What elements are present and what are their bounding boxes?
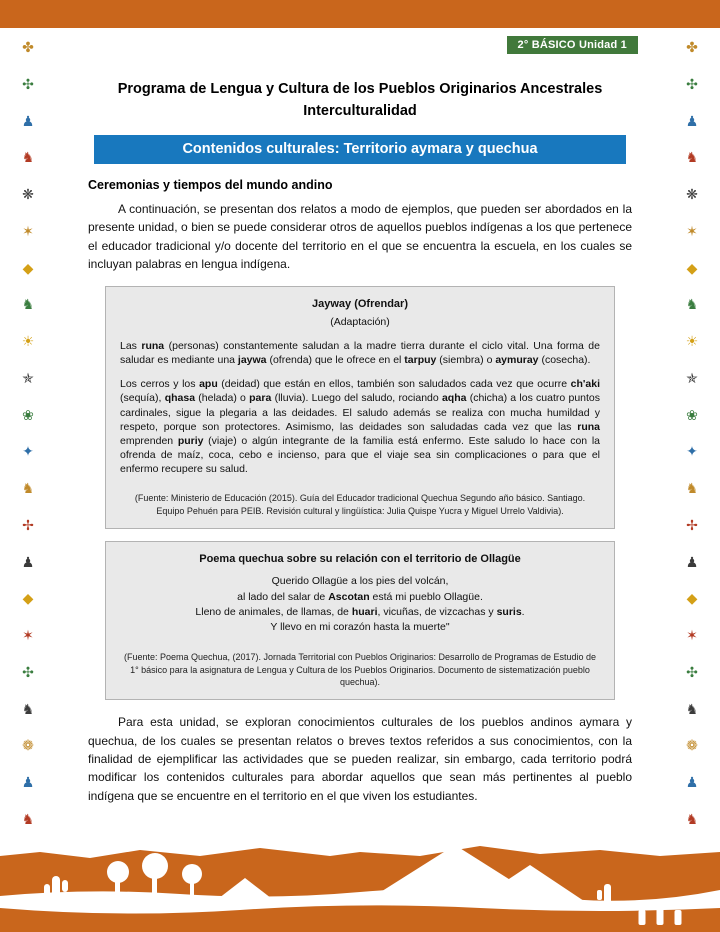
source-citation: (Fuente: Poema Quechua, (2017). Jornada Territorial con Pueblos Originarios: Desarrollo de Programas de Estudio de 1° básico para la asignatura de Lengua y Cultura de los Pueblos Originarios. Documento de sistematización pueblo quechua).: [123, 652, 597, 688]
relato-paragraph-1: Las runa (personas) constantemente saludan a la madre tierra durante el ciclo vital. Una forma de saludar es mediante una jaywa (ofrenda) que le ofrece en el tarpuy (siembra) o aymuray (cosecha).: [120, 339, 600, 366]
lizard-icon: ✣: [686, 663, 698, 680]
person-icon: ♟: [685, 553, 699, 570]
bird-icon: ✶: [686, 627, 698, 643]
condor-icon: ♞: [685, 700, 699, 717]
sun-icon: ☀: [685, 333, 699, 349]
poema-title: Poema quechua sobre su relación con el territorio de Ollagüe: [199, 552, 521, 565]
cultural-contents-banner: Contenidos culturales: Territorio aymara y quechua: [94, 135, 626, 164]
diamond-icon: ◆: [22, 259, 34, 276]
lizard-icon: ✣: [22, 75, 34, 92]
flower-icon: ❀: [686, 406, 698, 423]
document-content: [88, 78, 632, 805]
top-border-bar: [0, 0, 720, 28]
flower-icon: ❁: [686, 737, 698, 754]
star-icon: ✯: [686, 369, 698, 386]
llama-icon: ♞: [685, 296, 699, 313]
diamond-icon: ◆: [22, 590, 34, 607]
relato-title: Jayway (Ofrendar): [312, 297, 408, 310]
poem-line: al lado del salar de Ascotan está mi pueblo Ollagüe.: [237, 590, 483, 603]
fox-icon: ♞: [685, 810, 699, 827]
section-heading: Ceremonias y tiempos del mundo andino: [88, 177, 333, 192]
poem-body: [120, 574, 600, 635]
flower-icon: ❁: [22, 737, 34, 754]
closing-paragraph: Para esta unidad, se exploran conocimientos culturales de los pueblos andinos aymara y quechua, de los cuales se presentan relatos o breves textos referidos a sus conocimientos, con la finalidad de ejemplificar las actividades que se pueden realizar, sin embargo, cada territorio podrá modificar los contenidos culturales para abordar aquellos que sean más pertinentes al pueblo indígena que se encuentre en el territorio en el que viven los estudiantes.: [88, 715, 632, 803]
person-icon: ♟: [21, 553, 35, 570]
poem-line: Y llevo en mi corazón hasta la muerte": [270, 621, 450, 634]
relato-paragraph-2: Los cerros y los apu (deidad) que están en ellos, también son saludados cada vez que ocurre ch'aki (sequía), qhasa (helada) o para (lluvia). Luego del saludo, rociando aqha (chicha) a los cuatro puntos cardinales, sigue la plegaria a las deidades. El saludo además se realiza con mucha humildad y respeto, porque son protectores. Asimismo, las deidades son saludadas cada vez que las runa emprenden puriy (viaje) o algún integrante de la familia está enfermo. Este saludo lo hace con la ofrenda de maíz, coca, cebo e incienso, para que el viaje sea sin complicaciones o para que el enfermo recupere su salud.: [120, 378, 601, 476]
condor-icon: ✦: [686, 443, 698, 460]
fox-icon: ♞: [21, 149, 35, 166]
sun-icon: ☀: [21, 333, 35, 349]
person-icon: ♟: [21, 774, 35, 790]
left-border-icons: [6, 40, 50, 826]
landscape-footer-graphic: [0, 832, 720, 932]
bird-icon: ✶: [686, 222, 698, 239]
fox-icon: ♞: [685, 149, 699, 166]
condor-icon: ♞: [21, 700, 35, 717]
snake-icon: ✢: [22, 516, 34, 533]
poem-line: Lleno de animales, de llamas, de huari, vicuñas, de vizcachas y suris.: [195, 605, 525, 618]
snake-icon: ✢: [686, 516, 698, 533]
dog-icon: ♞: [21, 480, 35, 496]
condor-icon: ✦: [22, 443, 34, 460]
diamond-icon: ◆: [686, 590, 698, 607]
person-icon: ♟: [685, 774, 699, 790]
flower-icon: ❀: [22, 406, 34, 423]
beetle-icon: ✤: [686, 39, 698, 55]
intro-paragraph: A continuación, se presentan dos relatos a modo de ejemplos, que pueden ser abordados en la presente unidad, o bien se puede considerar otros de aquellos pueblos indígenas a los que pertenece el educador tradicional y/o docente del territorio en el que se encuentra la escuela, en los cuales se incluyan palabras en lengua indígena.: [88, 201, 632, 272]
bird-icon: ✶: [22, 627, 34, 643]
fox-icon: ♞: [21, 810, 35, 827]
star-icon: ✯: [22, 369, 34, 386]
poema-box-ollague: [105, 541, 615, 701]
relato-subtitle: (Adaptación): [330, 315, 390, 328]
beetle-icon: ✤: [22, 39, 34, 55]
person-icon: ♟: [21, 112, 35, 129]
poem-line: Querido Ollagüe a los pies del volcán,: [271, 575, 449, 588]
dog-icon: ♞: [685, 480, 699, 496]
llama-icon: ♞: [21, 296, 35, 313]
program-title-line1: Programa de Lengua y Cultura de los Pueblos Originarios Ancestrales: [117, 81, 603, 97]
spider-icon: ❋: [686, 186, 698, 202]
right-border-icons: [670, 40, 714, 826]
spider-icon: ❋: [22, 186, 34, 202]
relato-box-jayway: [105, 286, 615, 529]
diamond-icon: ◆: [686, 259, 698, 276]
lizard-icon: ✣: [22, 663, 34, 680]
program-title: [88, 78, 632, 123]
source-citation: (Fuente: Ministerio de Educación (2015). Guía del Educador tradicional Quechua Segundo año básico. Santiago. Equipo Pehuén para PEIB. Revisión cultural y lingüística: Julia Quispe Yucra y Miguel Urrelo Valdivia).: [134, 493, 586, 516]
unit-badge: 2° BÁSICO Unidad 1: [507, 36, 638, 54]
person-icon: ♟: [685, 112, 699, 129]
bird-icon: ✶: [22, 222, 34, 239]
lizard-icon: ✣: [686, 75, 698, 92]
program-title-line2: Interculturalidad: [303, 103, 417, 120]
